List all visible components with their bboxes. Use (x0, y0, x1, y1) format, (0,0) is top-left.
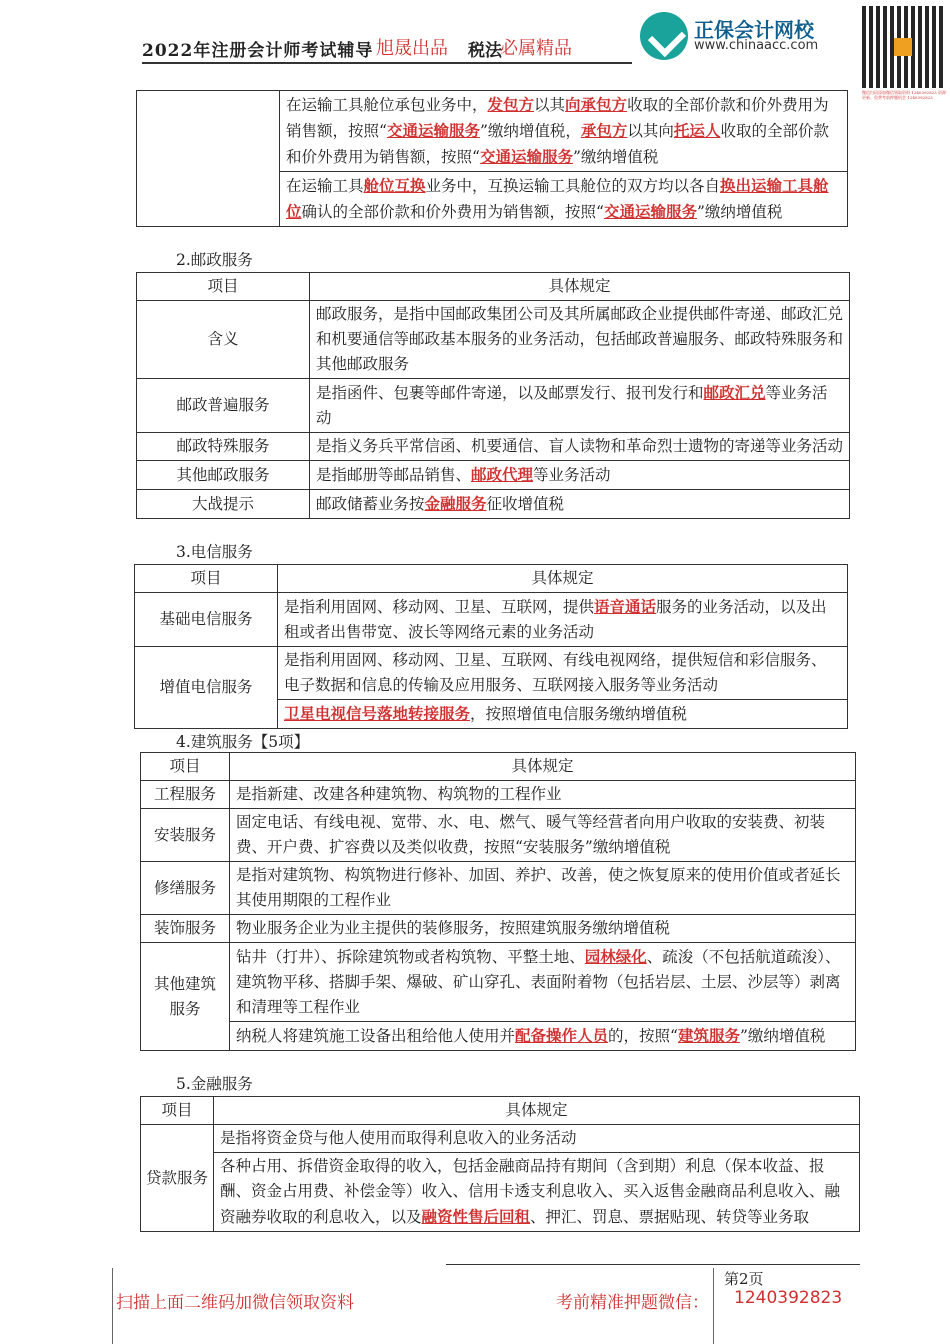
col-header-rule: 具体规定 (230, 753, 856, 781)
col-header-item: 项目 (141, 1097, 214, 1125)
finance-loan-text: 是指将资金贷与他人使用而取得利息收入的业务活动 (214, 1125, 860, 1153)
finance-loan-income-text: 各种占用、拆借资金取得的收入，包括金融商品持有期间（含到期）利息（保本收益、报酬、资金占用费、补偿金等）收入、信用卡透支利息收入、买入返售金融商品利息收入、融资融券收取的利息收入，以及融资性售后回租、押汇、罚息、票据贴现、转贷等业务取 (214, 1153, 860, 1232)
telecom-valueadded-text: 是指利用固网、移动网、卫星、互联网、有线电视网络，提供短信和彩信服务、电子数据和信息的传输及应用服务、互联网接入服务等业务活动 (278, 647, 848, 700)
construction-repair-item: 修缮服务 (141, 862, 230, 915)
finance-heading: 5.金融服务 (176, 1075, 253, 1093)
construction-equipment-text: 纳税人将建筑施工设备出租给他人使用并配备操作人员的，按照“建筑服务”缴纳增值税 (230, 1022, 856, 1051)
postal-heading: 2.邮政服务 (176, 251, 253, 269)
col-header-rule: 具体规定 (278, 565, 848, 593)
construction-heading: 4.建筑服务【5项】 (176, 733, 310, 751)
postal-tip-item: 大战提示 (137, 490, 310, 519)
header-divider (142, 62, 632, 64)
header-brand-2: 必属精品 (500, 38, 572, 59)
logo-url: www.chinaacc.com (694, 38, 819, 53)
postal-other-item: 其他邮政服务 (137, 461, 310, 490)
postal-universal-text: 是指函件、包裹等邮件寄递，以及邮票发行、报刊发行和邮政汇兑等业务活动 (310, 379, 850, 433)
col-header-item: 项目 (141, 753, 230, 781)
chinaacc-logo-icon (640, 12, 688, 60)
finance-table (140, 1096, 860, 1232)
construction-install-item: 安装服务 (141, 809, 230, 862)
footer-wechat-id: 1240392823 (734, 1288, 843, 1308)
construction-other-text: 钻井（打井）、拆除建筑物或者构筑物、平整土地、园林绿化、疏浚（不包括航道疏浚）、建筑物平移、搭脚手架、爆破、矿山穿孔、表面附着物（包括岩层、土层、沙层等）剥离和清理等工程作业 (230, 943, 856, 1022)
construction-table (140, 752, 856, 1051)
page-number: 第2页 (724, 1270, 764, 1288)
construction-decoration-item: 装饰服务 (141, 915, 230, 943)
blank-item-cell (137, 91, 280, 227)
telecom-basic-item: 基础电信服务 (135, 593, 278, 647)
construction-other-item: 其他建筑 服务 (141, 943, 230, 1051)
col-header-rule: 具体规定 (310, 273, 850, 301)
postal-meaning-item: 含义 (137, 301, 310, 379)
col-header-item: 项目 (135, 565, 278, 593)
cabin-contract-rule: 在运输工具舱位承包业务中，发包方以其向承包方收取的全部价款和价外费用为销售额，按照“交通运输服务”缴纳增值税，承包方以其向托运人收取的全部价款和价外费用为销售额，按照“交通运输服务”缴纳增值税 (280, 91, 848, 172)
construction-repair-text: 是指对建筑物、构筑物进行修补、加固、养护、改善，使之恢复原来的使用价值或者延长其使用期限的工程作业 (230, 862, 856, 915)
telecom-basic-text: 是指利用固网、移动网、卫星、互联网，提供语音通话服务的业务活动，以及出租或者出售带宽、波长等网络元素的业务活动 (278, 593, 848, 647)
telecom-heading: 3.电信服务 (176, 543, 253, 561)
postal-other-text: 是指邮册等邮品销售、邮政代理等业务活动 (310, 461, 850, 490)
telecom-satellite-text: 卫星电视信号落地转接服务，按照增值电信服务缴纳增值税 (278, 700, 848, 729)
header-subject: 税法 (468, 41, 502, 61)
footer-right-text: 考前精准押题微信： (556, 1293, 709, 1313)
postal-table (136, 272, 850, 519)
qr-center-icon (894, 38, 912, 56)
postal-meaning-text: 邮政服务，是指中国邮政集团公司及其所属邮政企业提供邮件寄递、邮政汇兑和机要通信等邮政基本服务的业务活动，包括邮政普遍服务、邮政特殊服务和其他邮政服务 (310, 301, 850, 379)
transport-continuation-table (136, 90, 848, 227)
col-header-item: 项目 (137, 273, 310, 301)
qr-caption: 微信扫码添加微信领取资料 1240392823 资源更新、免费考前押题机会 1240392823 (862, 90, 946, 100)
header-brand-1: 旭晟出品 (376, 38, 448, 59)
footer-divider (446, 1264, 860, 1265)
footer-left-text: 扫描上面二维码加微信领取资料 (116, 1293, 354, 1313)
telecom-table (134, 564, 848, 729)
construction-install-text: 固定电话、有线电视、宽带、水、电、燃气、暖气等经营者向用户收取的安装费、初装费、开户费、扩容费以及类似收费，按照“安装服务”缴纳增值税 (230, 809, 856, 862)
postal-special-item: 邮政特殊服务 (137, 433, 310, 461)
telecom-valueadded-item: 增值电信服务 (135, 647, 278, 729)
cabin-swap-rule: 在运输工具舱位互换业务中，互换运输工具舱位的双方均以各自换出运输工具舱位确认的全部价款和价外费用为销售额，按照“交通运输服务”缴纳增值税 (280, 172, 848, 227)
postal-special-text: 是指义务兵平常信函、机要通信、盲人读物和革命烈士遗物的寄递等业务活动 (310, 433, 850, 461)
postal-universal-item: 邮政普遍服务 (137, 379, 310, 433)
construction-decoration-text: 物业服务企业为业主提供的装修服务，按照建筑服务缴纳增值税 (230, 915, 856, 943)
finance-loan-item: 贷款服务 (141, 1125, 214, 1232)
col-header-rule: 具体规定 (214, 1097, 860, 1125)
postal-tip-text: 邮政储蓄业务按金融服务征收增值税 (310, 490, 850, 519)
construction-engineering-text: 是指新建、改建各种建筑物、构筑物的工程作业 (230, 781, 856, 809)
header-title: 2022年注册会计师考试辅导 (142, 41, 374, 61)
construction-engineering-item: 工程服务 (141, 781, 230, 809)
logo-name: 正保会计网校 (694, 18, 814, 42)
